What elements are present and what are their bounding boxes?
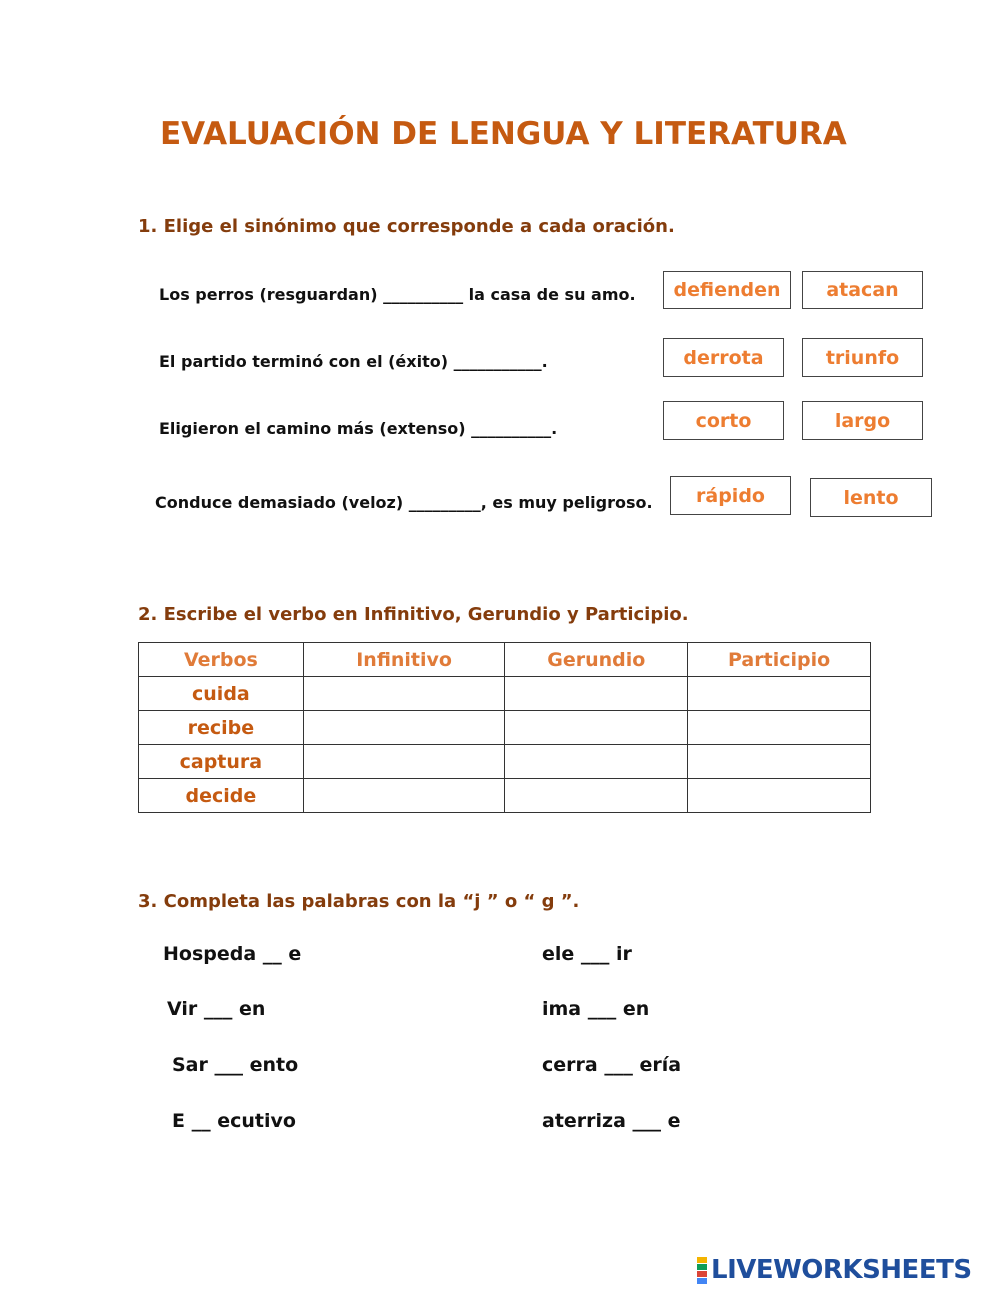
gerundio-input-cell[interactable] — [505, 745, 688, 779]
option-largo-button[interactable]: largo — [802, 401, 923, 440]
section-1-heading: 1. Elige el sinónimo que corresponde a cada oración. — [138, 216, 675, 237]
participio-input-cell[interactable] — [688, 677, 871, 711]
word-ejecutivo[interactable]: E __ ecutivo — [172, 1110, 296, 1132]
word-cerrajeria[interactable]: cerra ___ ería — [542, 1054, 682, 1076]
participio-input-cell[interactable] — [688, 779, 871, 813]
header-gerundio: Gerundio — [505, 643, 688, 677]
liveworksheets-logo — [697, 1255, 972, 1285]
option-lento-button[interactable]: lento — [810, 478, 932, 517]
participio-input-cell[interactable] — [688, 745, 871, 779]
section-3-heading: 3. Completa las palabras con la “j ” o “ g ”. — [138, 891, 580, 912]
infinitivo-input-cell[interactable] — [303, 677, 505, 711]
word-virgen[interactable]: Vir ___ en — [167, 998, 266, 1020]
word-imagen[interactable]: ima ___ en — [542, 998, 650, 1020]
sentence-3: Eligieron el camino más (extenso) __________. — [159, 419, 558, 438]
word-sargento[interactable]: Sar ___ ento — [172, 1054, 299, 1076]
sentence-4: Conduce demasiado (veloz) _________, es muy peligroso. — [155, 493, 653, 512]
option-defienden-button[interactable]: defienden — [663, 271, 791, 309]
option-derrota-button[interactable]: derrota — [663, 338, 784, 377]
verb-cell: cuida — [139, 677, 304, 711]
sentence-1: Los perros (resguardan) __________ la casa de su amo. — [159, 285, 636, 304]
option-triunfo-button[interactable]: triunfo — [802, 338, 923, 377]
word-aterrizaje[interactable]: aterriza ___ e — [542, 1110, 681, 1132]
verb-table — [138, 642, 871, 813]
table-row — [139, 711, 871, 745]
word-elegir[interactable]: ele ___ ir — [542, 943, 632, 965]
infinitivo-input-cell[interactable] — [303, 745, 505, 779]
table-header-row — [139, 643, 871, 677]
header-verbos: Verbos — [139, 643, 304, 677]
header-participio: Participio — [688, 643, 871, 677]
word-hospedaje[interactable]: Hospeda __ e — [163, 943, 302, 965]
option-rapido-button[interactable]: rápido — [670, 476, 791, 515]
verb-cell: captura — [139, 745, 304, 779]
logo-blocks-icon — [697, 1257, 707, 1284]
infinitivo-input-cell[interactable] — [303, 779, 505, 813]
page-title: EVALUACIÓN DE LENGUA Y LITERATURA — [160, 116, 847, 152]
table-row — [139, 745, 871, 779]
participio-input-cell[interactable] — [688, 711, 871, 745]
logo-text: LIVEWORKSHEETS — [711, 1255, 972, 1285]
option-corto-button[interactable]: corto — [663, 401, 784, 440]
verb-cell: recibe — [139, 711, 304, 745]
table-row — [139, 677, 871, 711]
header-infinitivo: Infinitivo — [303, 643, 505, 677]
section-2-heading: 2. Escribe el verbo en Infinitivo, Gerundio y Participio. — [138, 604, 689, 625]
verb-cell: decide — [139, 779, 304, 813]
table-row — [139, 779, 871, 813]
infinitivo-input-cell[interactable] — [303, 711, 505, 745]
gerundio-input-cell[interactable] — [505, 779, 688, 813]
sentence-2: El partido terminó con el (éxito) ___________. — [159, 352, 548, 371]
gerundio-input-cell[interactable] — [505, 711, 688, 745]
option-atacan-button[interactable]: atacan — [802, 271, 923, 309]
gerundio-input-cell[interactable] — [505, 677, 688, 711]
